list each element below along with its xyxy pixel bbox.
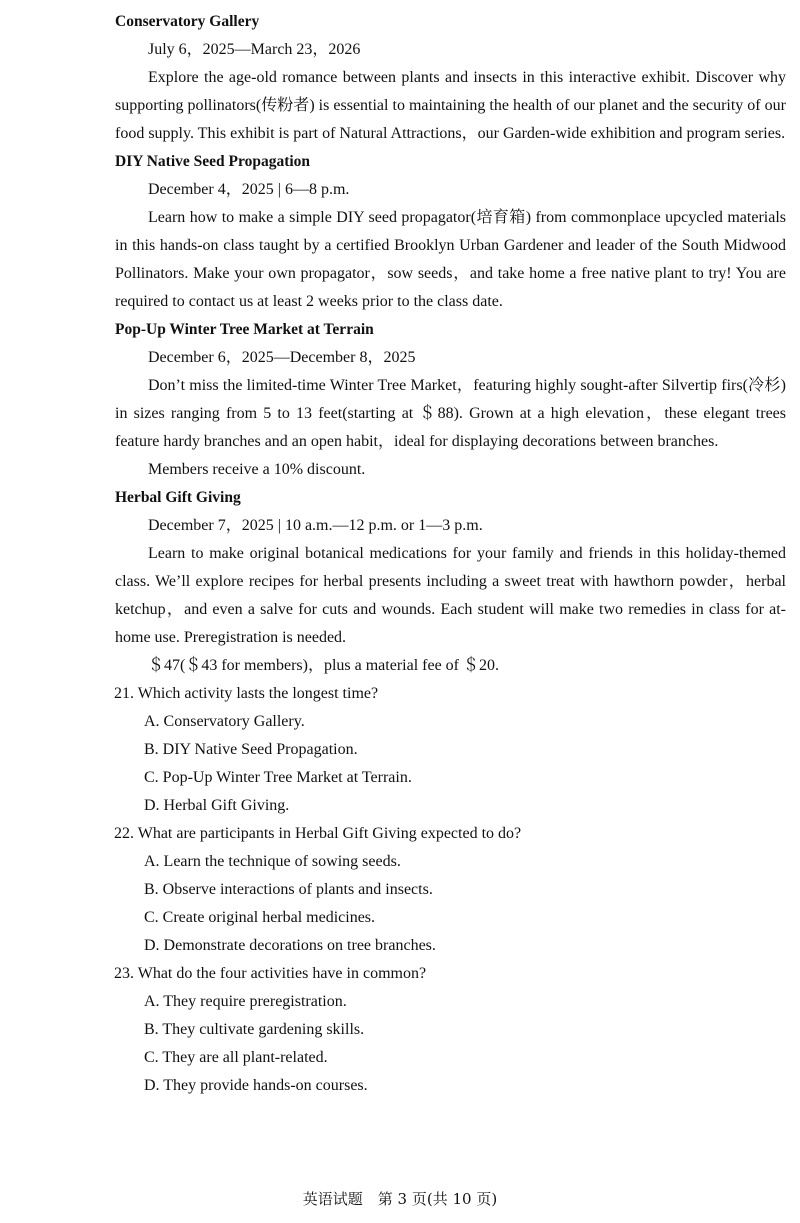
answer-option: B. DIY Native Seed Propagation.: [144, 741, 358, 758]
answer-option: A. Learn the technique of sowing seeds.: [144, 853, 401, 870]
section-paragraph: Learn how to make a simple DIY seed propagator(培育箱) from commonplace upcycled materials in this hands-on class taught by a certified Brooklyn Urban Gardener and leader of the South Midwood Pollinators. Make your own propagator，sow seeds，and take home a free native plant to try! You are required to contact us at least 2 weeks prior to the class date.: [115, 209, 786, 310]
section-conservatory-gallery: [115, 8, 786, 148]
answer-option: A. They require preregistration.: [144, 993, 347, 1010]
section-winter-tree-market: [115, 316, 786, 484]
section-title: Conservatory Gallery: [115, 13, 260, 30]
answer-option: B. They cultivate gardening skills.: [144, 1021, 365, 1038]
section-date: July 6，2025—March 23，2026: [148, 41, 361, 58]
page-footer: 英语试题 第 3 页(共 10 页): [302, 1190, 498, 1208]
section-herbal-gift-giving: [115, 484, 786, 680]
answer-option: A. Conservatory Gallery.: [144, 713, 305, 730]
question-22: [114, 820, 786, 960]
section-note: ＄47(＄43 for members)，plus a material fee of ＄20.: [148, 657, 500, 674]
section-note: Members receive a 10% discount.: [148, 461, 366, 478]
section-paragraph: Learn to make original botanical medications for your family and friends in this holiday-themed class. We’ll explore recipes for herbal presents including a sweet treat with hawthorn powder，herbal ketchup，and even a salve for cuts and wounds. Each student will make two remedies in class for at-home use. Preregistration is needed.: [115, 545, 786, 646]
answer-option: B. Observe interactions of plants and insects.: [144, 881, 433, 898]
question-stem: 23. What do the four activities have in common?: [114, 965, 427, 982]
answer-option: D. Herbal Gift Giving.: [144, 797, 290, 814]
section-paragraph: Don’t miss the limited-time Winter Tree Market，featuring highly sought-after Silvertip firs(冷杉) in sizes ranging from 5 to 13 feet(starting at ＄88). Grown at a high elevation，these elegant trees feature hardy branches and an open habit，ideal for displaying decorations between branches.: [115, 377, 786, 450]
section-paragraph: Explore the age-old romance between plants and insects in this interactive exhibit. Discover why supporting pollinators(传粉者) is essential to maintaining the health of our planet and the security of our food supply. This exhibit is part of Natural Attractions，our Garden-wide exhibition and program series.: [115, 69, 786, 142]
answer-option: D. Demonstrate decorations on tree branches.: [144, 937, 436, 954]
section-diy-seed-propagation: [115, 148, 786, 316]
section-date: December 6，2025—December 8，2025: [148, 349, 416, 366]
answer-option: D. They provide hands-on courses.: [144, 1077, 368, 1094]
question-stem: 21. Which activity lasts the longest time?: [114, 685, 379, 702]
answer-option: C. Pop-Up Winter Tree Market at Terrain.: [144, 769, 412, 786]
section-date: December 4，2025 | 6—8 p.m.: [148, 181, 350, 198]
answer-option: C. They are all plant-related.: [144, 1049, 328, 1066]
answer-option: C. Create original herbal medicines.: [144, 909, 376, 926]
question-21: [114, 680, 786, 820]
question-23: [114, 960, 786, 1100]
question-stem: 22. What are participants in Herbal Gift Giving expected to do?: [114, 825, 522, 842]
section-title: DIY Native Seed Propagation: [115, 153, 311, 170]
section-date: December 7，2025 | 10 a.m.—12 p.m. or 1—3 p.m.: [148, 517, 483, 534]
section-title: Herbal Gift Giving: [115, 489, 241, 506]
section-title: Pop-Up Winter Tree Market at Terrain: [115, 321, 374, 338]
